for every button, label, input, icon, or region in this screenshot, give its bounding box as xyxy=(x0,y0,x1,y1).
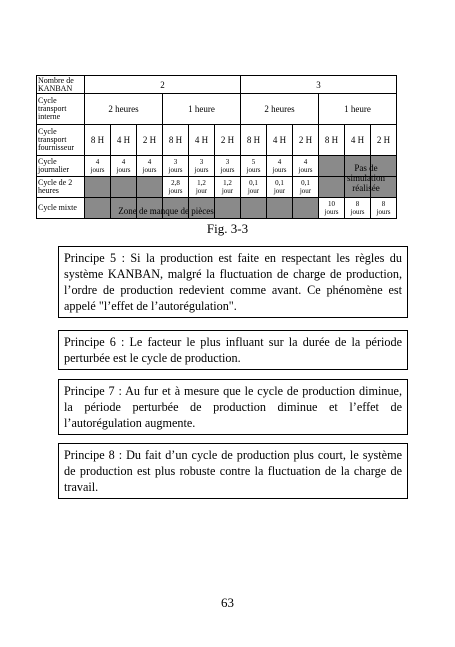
duration-cell xyxy=(267,177,293,198)
duration-number: 10 xyxy=(328,200,335,208)
duration-cell xyxy=(215,156,241,177)
duration-number: 3 xyxy=(199,158,204,166)
duration-cell xyxy=(371,198,397,219)
table-row xyxy=(37,156,397,177)
kanban-simulation-table xyxy=(36,75,397,219)
shaded-cell xyxy=(215,198,241,219)
duration-number: 0,1 xyxy=(249,179,258,187)
table-row xyxy=(37,94,397,125)
shaded-cell xyxy=(111,198,137,219)
duration-unit: jours xyxy=(272,166,287,174)
duration-number: 3 xyxy=(173,158,178,166)
table-row xyxy=(37,125,397,156)
transport-value: 2 heures xyxy=(241,94,319,125)
shaded-cell xyxy=(319,156,345,177)
row-label-mixte: Cycle mixte xyxy=(37,198,85,219)
duration-number: 4 xyxy=(277,158,282,166)
figure-caption: Fig. 3-3 xyxy=(206,221,249,236)
duration-number: 4 xyxy=(121,158,126,166)
fournisseur-value: 4 H xyxy=(345,125,371,156)
shaded-cell xyxy=(137,198,163,219)
duration-cell xyxy=(189,156,215,177)
shaded-cell xyxy=(137,177,163,198)
table-row xyxy=(37,198,397,219)
transport-value: 1 heure xyxy=(163,94,241,125)
fournisseur-value: 8 H xyxy=(241,125,267,156)
duration-unit: jours xyxy=(168,166,183,174)
principle-6-box: Principe 6 : Le facteur le plus influant sur la durée de la période perturbée est le cycle de production. xyxy=(58,330,408,370)
shaded-cell xyxy=(293,198,319,219)
duration-number: 5 xyxy=(251,158,256,166)
shaded-cell xyxy=(163,198,189,219)
duration-cell xyxy=(293,156,319,177)
fournisseur-value: 4 H xyxy=(111,125,137,156)
row-label-two-hours: Cycle de 2 heures xyxy=(37,177,85,198)
shaded-cell xyxy=(345,156,371,177)
duration-number: 8 xyxy=(355,200,360,208)
duration-cell xyxy=(241,177,267,198)
duration-cell xyxy=(293,177,319,198)
duration-unit: jours xyxy=(350,208,365,216)
duration-cell xyxy=(345,198,371,219)
row-label-fournisseur: Cycle transport fournisseur xyxy=(37,125,85,156)
fournisseur-value: 4 H xyxy=(189,125,215,156)
duration-unit: jour xyxy=(247,187,260,195)
kanban-value: 2 xyxy=(85,76,241,94)
no-simulation-note: Pas de simulation réalisée xyxy=(347,163,385,193)
duration-cell xyxy=(85,156,111,177)
shaded-cell xyxy=(371,156,397,177)
shaded-cell xyxy=(371,177,397,198)
duration-unit: jour xyxy=(221,187,234,195)
duration-unit: jour xyxy=(195,187,208,195)
duration-number: 2,8 xyxy=(171,179,180,187)
duration-cell xyxy=(319,198,345,219)
duration-cell xyxy=(163,156,189,177)
duration-unit: jours xyxy=(168,187,183,195)
duration-unit: jours xyxy=(220,166,235,174)
duration-cell xyxy=(111,156,137,177)
duration-unit: jours xyxy=(116,166,131,174)
shaded-cell xyxy=(345,177,371,198)
principle-8-box: Principe 8 : Du fait d’un cycle de production plus court, le système de production est plus robuste contre la fluctuation de la charge de travail. xyxy=(58,443,408,499)
fournisseur-value: 8 H xyxy=(85,125,111,156)
table-row xyxy=(37,177,397,198)
duration-cell xyxy=(267,156,293,177)
shaded-cell xyxy=(319,177,345,198)
fournisseur-value: 4 H xyxy=(267,125,293,156)
duration-number: 4 xyxy=(147,158,152,166)
duration-cell xyxy=(241,156,267,177)
duration-number: 4 xyxy=(303,158,308,166)
fournisseur-value: 8 H xyxy=(163,125,189,156)
transport-value: 1 heure xyxy=(319,94,397,125)
kanban-value: 3 xyxy=(241,76,397,94)
row-label-journalier: Cycle journalier xyxy=(37,156,85,177)
shaded-cell xyxy=(85,177,111,198)
row-label-transport: Cycle transport interne xyxy=(37,94,85,125)
duration-cell xyxy=(215,177,241,198)
shaded-cell xyxy=(241,198,267,219)
duration-number: 4 xyxy=(95,158,100,166)
duration-unit: jours xyxy=(142,166,157,174)
duration-cell xyxy=(189,177,215,198)
duration-unit: jours xyxy=(324,208,339,216)
fournisseur-value: 8 H xyxy=(319,125,345,156)
duration-number: 3 xyxy=(225,158,230,166)
parts-shortage-zone-label: Zone de manque de pièces xyxy=(118,206,214,216)
fournisseur-value: 2 H xyxy=(371,125,397,156)
duration-number: 1,2 xyxy=(197,179,206,187)
fournisseur-value: 2 H xyxy=(215,125,241,156)
transport-value: 2 heures xyxy=(85,94,163,125)
duration-unit: jour xyxy=(299,187,312,195)
row-label-kanban: Nombre de KANBAN xyxy=(37,76,85,94)
duration-unit: jours xyxy=(298,166,313,174)
duration-unit: jour xyxy=(273,187,286,195)
duration-cell xyxy=(163,177,189,198)
page-number: 63 xyxy=(221,595,234,610)
fournisseur-value: 2 H xyxy=(293,125,319,156)
shaded-cell xyxy=(111,177,137,198)
duration-number: 8 xyxy=(381,200,386,208)
duration-unit: jours xyxy=(90,166,105,174)
fournisseur-value: 2 H xyxy=(137,125,163,156)
duration-cell xyxy=(137,156,163,177)
shaded-cell xyxy=(85,198,111,219)
principle-7-box: Principe 7 : Au fur et à mesure que le cycle de production diminue, la période perturbée de production diminue et l’effet de l’autorégulation augmente. xyxy=(58,379,408,435)
duration-number: 1,2 xyxy=(223,179,232,187)
shaded-cell xyxy=(189,198,215,219)
duration-number: 0,1 xyxy=(275,179,284,187)
duration-unit: jours xyxy=(194,166,209,174)
table-row xyxy=(37,76,397,94)
duration-unit: jours xyxy=(246,166,261,174)
shaded-cell xyxy=(267,198,293,219)
principle-5-box: Principe 5 : Si la production est faite en respectant les règles du système KANBAN, malgré la fluctuation de charge de production, l’ordre de production redevient comme avant. Ce phénomène est appelé "l’effet de l’autorégulation". xyxy=(58,246,408,318)
duration-unit: jours xyxy=(376,208,391,216)
duration-number: 0,1 xyxy=(301,179,310,187)
